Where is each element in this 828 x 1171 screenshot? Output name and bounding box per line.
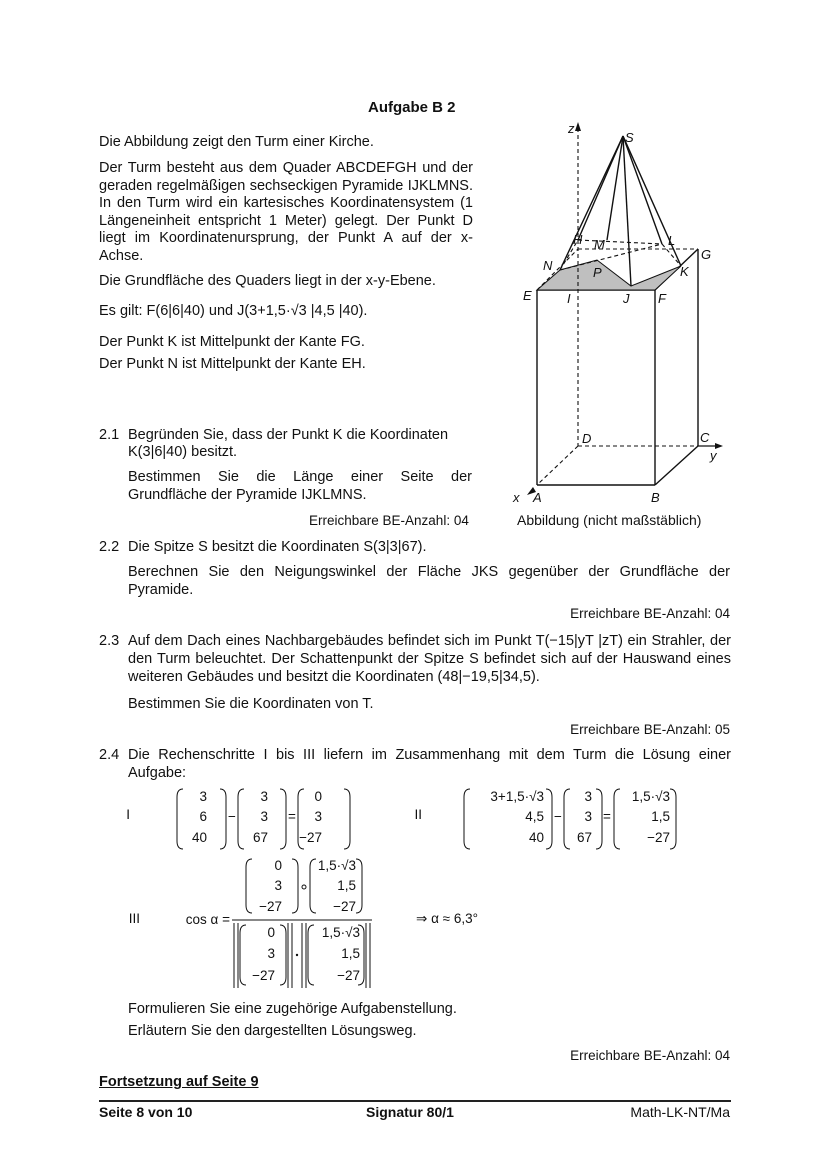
label-F: F <box>658 291 666 306</box>
task-2-2-be: Erreichbare BE-Anzahl: 04 <box>570 606 730 621</box>
task-2-3-be: Erreichbare BE-Anzahl: 05 <box>570 722 730 737</box>
svg-text:−27: −27 <box>337 968 360 983</box>
svg-text:3: 3 <box>267 946 275 961</box>
task-2-1-line-2: K(3|6|40) besitzt. <box>128 444 238 460</box>
intro-line-3: Die Grundfläche des Quaders liegt in der x-y-Ebene. <box>99 273 436 289</box>
w1-y: 4,5 <box>525 809 544 824</box>
task-2-1-line-1: 2.1 Begründen Sie, dass der Punkt K die Koordinaten <box>99 427 449 443</box>
figure-caption: Abbildung (nicht maßstäblich) <box>517 512 702 528</box>
svg-text:1,5·√3: 1,5·√3 <box>317 858 356 873</box>
task-2-2-line-2: Berechnen Sie den Neigungswinkel der Fläche JKS gegenüber der Grundfläche der Pyramide. <box>128 564 730 598</box>
intro-line-1: Die Abbildung zeigt den Turm einer Kirche. <box>99 134 374 150</box>
v1-y: 6 <box>199 809 207 824</box>
intro-line-5: Der Punkt K ist Mittelpunkt der Kante FG. <box>99 334 365 350</box>
label-M: M <box>594 237 605 252</box>
task-2-2-line-1: 2.2 Die Spitze S besitzt die Koordinaten S(3|3|67). <box>99 539 427 555</box>
label-N: N <box>543 258 553 273</box>
label-H: H <box>573 232 583 247</box>
task-2-4-line-3: Erläutern Sie den dargestellten Lösungsweg. <box>128 1023 417 1039</box>
pyramid-base-shade <box>537 260 681 290</box>
task-2-1-be: Erreichbare BE-Anzahl: 04 <box>309 513 469 528</box>
label-L: L <box>668 233 676 248</box>
footer-course: Math-LK-NT/Ma <box>630 1104 730 1120</box>
task-2-4-line-1: 2.4 Die Rechenschritte I bis III liefern im Zusammenhang mit dem Turm die Lösung einer Aufgabe: <box>99 747 731 781</box>
svg-text:−27: −27 <box>252 968 275 983</box>
task-title: Aufgabe B 2 <box>368 99 456 116</box>
step-3-label: III <box>128 911 140 926</box>
tower-figure <box>505 118 735 533</box>
label-y: y <box>710 448 717 463</box>
v2-y: 3 <box>260 809 268 824</box>
svg-text:0: 0 <box>267 925 275 940</box>
task-2-4-be: Erreichbare BE-Anzahl: 04 <box>570 1048 730 1063</box>
label-z: z <box>568 121 575 136</box>
v3-z: −27 <box>299 830 322 845</box>
v1-x: 3 <box>199 789 207 804</box>
label-K: K <box>680 264 689 279</box>
task-2-4-line-2: Formulieren Sie eine zugehörige Aufgabenstellung. <box>128 1001 457 1017</box>
step-2-label: II <box>414 807 422 822</box>
v2-z: 67 <box>252 830 268 845</box>
svg-text:1,5·√3: 1,5·√3 <box>321 925 360 940</box>
label-J: J <box>623 291 630 306</box>
w2-x: 3 <box>584 789 592 804</box>
svg-text:=: = <box>603 809 611 824</box>
w2-y: 3 <box>584 809 592 824</box>
label-E: E <box>523 288 532 303</box>
step-1-label: I <box>126 807 130 822</box>
w3-y: 1,5 <box>651 809 670 824</box>
svg-text:0: 0 <box>274 858 282 873</box>
task-2-3-line-2: Bestimmen Sie die Koordinaten von T. <box>128 696 374 712</box>
svg-text:−27: −27 <box>333 899 356 914</box>
task-2-3-line-1: 2.3 Auf dem Dach eines Nachbargebäudes befindet sich im Punkt T(−15|yT |zT) ein Strahler, der den Turm beleuchtet. Der Schattenpunkt der Spitze S befindet sich auf der Hauswand eines weiteren Gebäudes und besitzt die Koordinaten (48|−19,5|34,5). <box>99 633 731 685</box>
footer-signature: Signatur 80/1 <box>366 1104 454 1120</box>
footer-divider <box>99 1100 731 1102</box>
continue-note: Fortsetzung auf Seite 9 <box>99 1074 259 1090</box>
v3-y: 3 <box>314 809 322 824</box>
task-2-1-line-3: Bestimmen Sie die Länge einer Seite der Grundfläche der Pyramide IJKLMNS. <box>128 469 472 503</box>
label-S: S <box>625 130 634 145</box>
label-P: P <box>593 265 602 280</box>
cos-label: cos α = <box>185 912 230 927</box>
svg-text:−: − <box>228 809 236 824</box>
w3-x: 1,5·√3 <box>631 789 670 804</box>
svg-text:1,5: 1,5 <box>337 878 356 893</box>
label-I: I <box>567 291 571 306</box>
intro-line-4: Es gilt: F(6|6|40) und J(3+1,5·√3 |4,5 |40). <box>99 303 368 319</box>
label-D: D <box>582 431 592 446</box>
footer-page: Seite 8 von 10 <box>99 1104 193 1120</box>
v3-x: 0 <box>314 789 322 804</box>
w3-z: −27 <box>647 830 670 845</box>
svg-text:−: − <box>554 809 562 824</box>
svg-text:=: = <box>288 809 296 824</box>
svg-text:1,5: 1,5 <box>341 946 360 961</box>
result-angle: ⇒ α ≈ 6,3° <box>416 911 478 926</box>
label-C: C <box>700 430 710 445</box>
svg-text:3: 3 <box>274 878 282 893</box>
w1-x: 3+1,5·√3 <box>490 789 544 804</box>
w1-z: 40 <box>528 830 544 845</box>
v2-x: 3 <box>260 789 268 804</box>
label-x: x <box>513 490 520 505</box>
w2-z: 67 <box>576 830 592 845</box>
label-G: G <box>701 247 712 262</box>
intro-paragraph-2: Der Turm besteht aus dem Quader ABCDEFGH und der geraden regelmäßigen sechseckigen Pyramide IJKLMNS. In den Turm wird ein kartesisches Koordinatensystem (1 Längeneinheit entspricht 1 Meter) gelegt. Der Punkt D liegt im Koordinatenursprung, der Punkt A auf der x-Achse. <box>99 160 473 264</box>
intro-line-6: Der Punkt N ist Mittelpunkt der Kante EH. <box>99 356 366 372</box>
label-B: B <box>651 490 660 505</box>
svg-text:−27: −27 <box>259 899 282 914</box>
v1-z: 40 <box>191 830 207 845</box>
label-A: A <box>533 490 542 505</box>
calculation-steps <box>120 783 700 993</box>
